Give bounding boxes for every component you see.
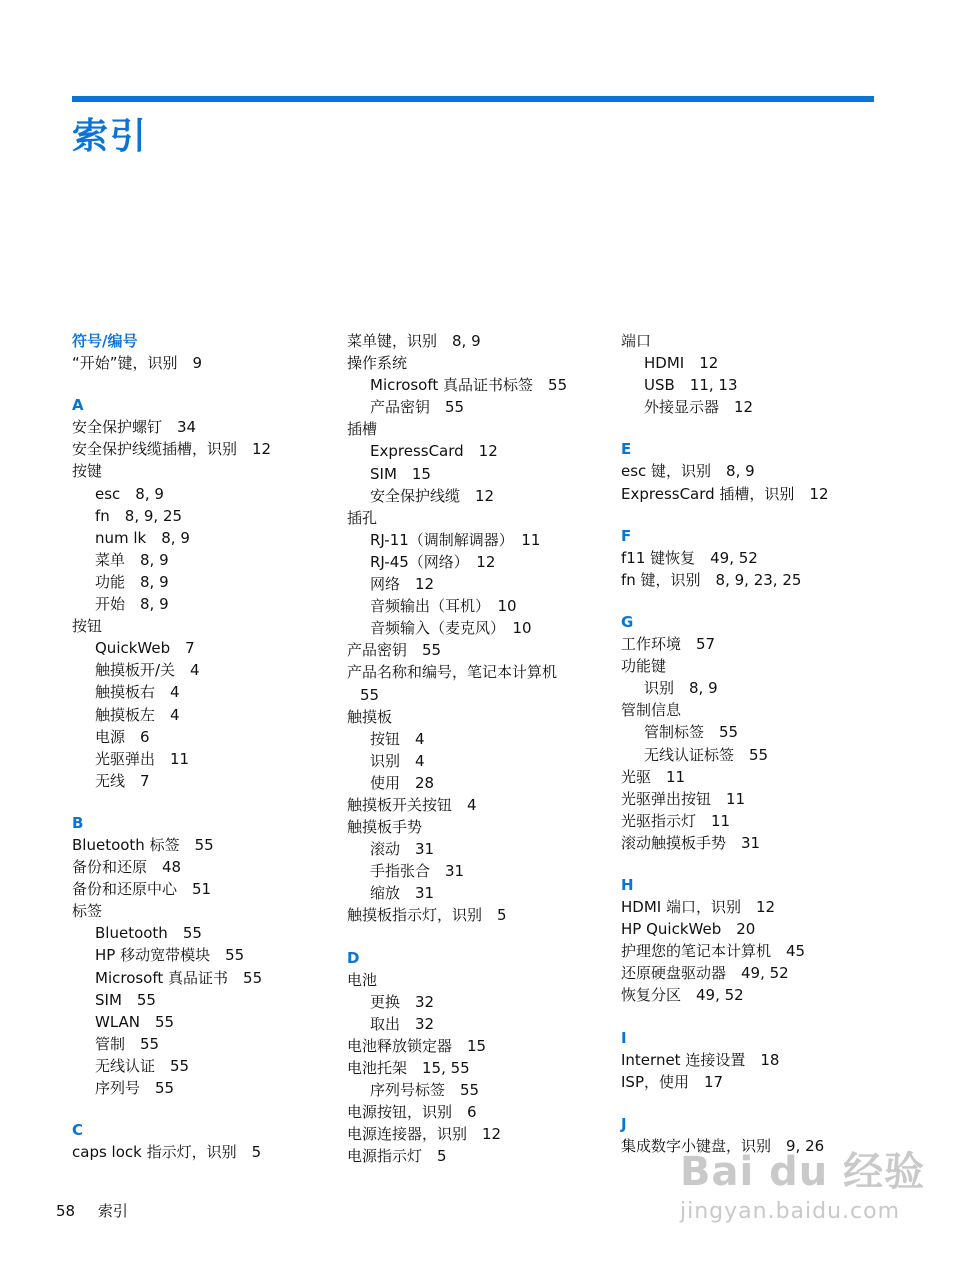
index-entry: 产品密钥 55 [347,641,442,660]
index-entry: 还原硬盘驱动器 49, 52 [621,964,789,983]
index-section-heading: E [621,440,632,459]
section-gap [621,505,871,525]
index-entry: 55 [360,685,380,704]
index-entry: 恢复分区 49, 52 [621,986,744,1005]
section-gap [72,1099,322,1119]
index-subentry: USB 11, 13 [644,376,738,395]
index-subentry: SIM 55 [95,990,156,1009]
index-entry: 备份和还原中心 51 [72,880,212,899]
index-subentry: fn 8, 9, 25 [95,506,183,525]
index-entry: ISP，使用 17 [621,1072,724,1091]
index-subentry: num lk 8, 9 [95,528,190,547]
index-entry: “开始”键，识别 9 [72,354,203,373]
index-entry: 插槽 [347,420,378,439]
index-section-heading: I [621,1028,627,1047]
section-gap [621,1093,871,1113]
index-subentry: 使用 28 [370,773,435,792]
index-subentry: Bluetooth 55 [95,924,202,943]
page-title: 索引 [72,116,149,157]
index-subentry: 无线 7 [95,771,150,790]
section-gap [347,927,597,947]
index-entry: caps lock 指示灯，识别 5 [72,1143,262,1162]
index-section-heading: A [72,396,84,415]
index-subentry: 滚动 31 [370,840,435,859]
index-subentry: 开始 8, 9 [95,595,169,614]
index-entry: 按键 [72,462,103,481]
index-subentry: 电源 6 [95,727,150,746]
index-subentry: ExpressCard 12 [370,442,498,461]
index-subentry: 缩放 31 [370,884,435,903]
index-entry: 光驱指示灯 11 [621,811,731,830]
footer-label: 索引 [97,1202,128,1220]
index-subentry: 更换 32 [370,992,435,1011]
index-entry: Bluetooth 标签 55 [72,835,214,854]
index-section-heading: G [621,612,634,631]
index-entry: 标签 [72,902,103,921]
section-gap [621,854,871,874]
index-entry: esc 键，识别 8, 9 [621,462,755,481]
index-entry: 备份和还原 48 [72,858,182,877]
index-subentry: RJ-45（网络） 12 [370,552,496,571]
index-subentry: 序列号 55 [95,1079,175,1097]
index-subentry: 按钮 4 [370,729,425,748]
page-number: 58 [56,1202,76,1220]
page-footer [56,1200,146,1221]
index-subentry: 无线认证标签 55 [644,745,769,764]
index-subentry: 无线认证 55 [95,1056,190,1075]
index-subentry: Microsoft 真品证书 55 [95,968,263,987]
index-entry: 按钮 [72,617,103,636]
index-subentry: esc 8, 9 [95,484,164,503]
index-section-heading: 符号/编号 [72,332,138,350]
index-entry: 端口 [621,332,652,350]
index-entry: 安全保护螺钉 34 [72,418,197,437]
index-entry: fn 键，识别 8, 9, 23, 25 [621,570,802,589]
index-entry: 工作环境 57 [621,635,716,654]
index-column-3 [621,330,871,1157]
index-entry: 插孔 [347,508,378,527]
index-subentry: 触摸板左 4 [95,705,180,724]
index-entry: 滚动触摸板手势 31 [621,833,761,852]
index-section-heading: J [621,1114,627,1133]
index-column-1 [72,330,322,1163]
index-entry: 菜单键，识别 8, 9 [347,332,481,350]
index-subentry: 手指张合 31 [370,862,465,881]
index-subentry: 识别 4 [370,751,425,770]
index-subentry: 外接显示器 12 [644,398,754,417]
index-subentry: QuickWeb 7 [95,639,195,658]
index-entry: 触摸板手势 [347,818,423,837]
index-subentry: 网络 12 [370,575,435,594]
index-subentry: 管制 55 [95,1034,160,1053]
index-entry: 光驱弹出按钮 11 [621,789,746,808]
section-gap [72,374,322,394]
index-entry: ExpressCard 插槽，识别 12 [621,484,829,503]
index-entry: 操作系统 [347,354,408,373]
index-entry: 安全保护线缆插槽，识别 12 [72,440,272,459]
index-subentry: 取出 32 [370,1014,435,1033]
index-section-heading: C [72,1121,84,1140]
index-subentry: 光驱弹出 11 [95,749,190,768]
index-entry: Internet 连接设置 18 [621,1050,780,1069]
index-subentry: Microsoft 真品证书标签 55 [370,376,568,395]
index-entry: 电源连接器，识别 12 [347,1125,502,1144]
index-subentry: 序列号标签 55 [370,1081,480,1100]
index-entry: 光驱 11 [621,767,686,786]
index-subentry: 功能 8, 9 [95,572,169,591]
watermark [680,1140,925,1224]
index-subentry: 产品密钥 55 [370,398,465,417]
index-entry: 产品名称和编号，笔记本计算机 [347,663,558,682]
index-entry: 电池 [347,970,378,989]
index-section-heading: B [72,813,84,832]
index-subentry: SIM 15 [370,464,431,483]
index-entry: 功能键 [621,657,667,676]
index-section-heading: F [621,526,632,545]
index-entry: 护理您的笔记本计算机 45 [621,942,806,961]
index-entry: 电池释放锁定器 15 [347,1036,487,1055]
index-section-heading: H [621,875,634,894]
section-gap [621,591,871,611]
section-gap [621,1007,871,1027]
index-entry: 触摸板开关按钮 4 [347,795,477,814]
index-entry: HDMI 端口，识别 12 [621,898,776,917]
index-entry: 管制信息 [621,701,682,720]
index-entry: HP QuickWeb 20 [621,920,756,939]
index-entry: 触摸板指示灯，识别 5 [347,906,507,925]
watermark-url: jingyan.baidu.com [680,1199,901,1224]
title-rule [72,96,874,102]
index-subentry: 音频输出（耳机） 10 [370,597,517,616]
index-subentry: 触摸板右 4 [95,683,180,702]
index-subentry: 安全保护线缆 12 [370,486,495,505]
index-entry: f11 键恢复 49, 52 [621,548,758,567]
index-entry: 集成数字小键盘，识别 9, 26 [621,1136,825,1155]
index-entry: 电源指示灯 5 [347,1147,447,1166]
watermark-logo: Bai du 经验 [680,1149,926,1195]
index-subentry: 触摸板开/关 4 [95,661,200,680]
index-subentry: 菜单 8, 9 [95,550,169,569]
index-entry: 电池托架 15, 55 [347,1059,470,1077]
index-entry: 触摸板 [347,707,393,726]
index-subentry: HDMI 12 [644,354,719,373]
index-subentry: 识别 8, 9 [644,679,718,698]
index-subentry: HP 移动宽带模块 55 [95,946,245,965]
index-column-2 [347,330,597,1167]
index-entry: 电源按钮，识别 6 [347,1103,477,1122]
index-subentry: 音频输入（麦克风） 10 [370,619,532,638]
section-gap [72,792,322,812]
index-section-heading: D [347,948,360,967]
index-subentry: RJ-11（调制解调器） 11 [370,530,541,549]
index-subentry: WLAN 55 [95,1012,175,1031]
section-gap [621,418,871,438]
index-subentry: 管制标签 55 [644,723,739,742]
